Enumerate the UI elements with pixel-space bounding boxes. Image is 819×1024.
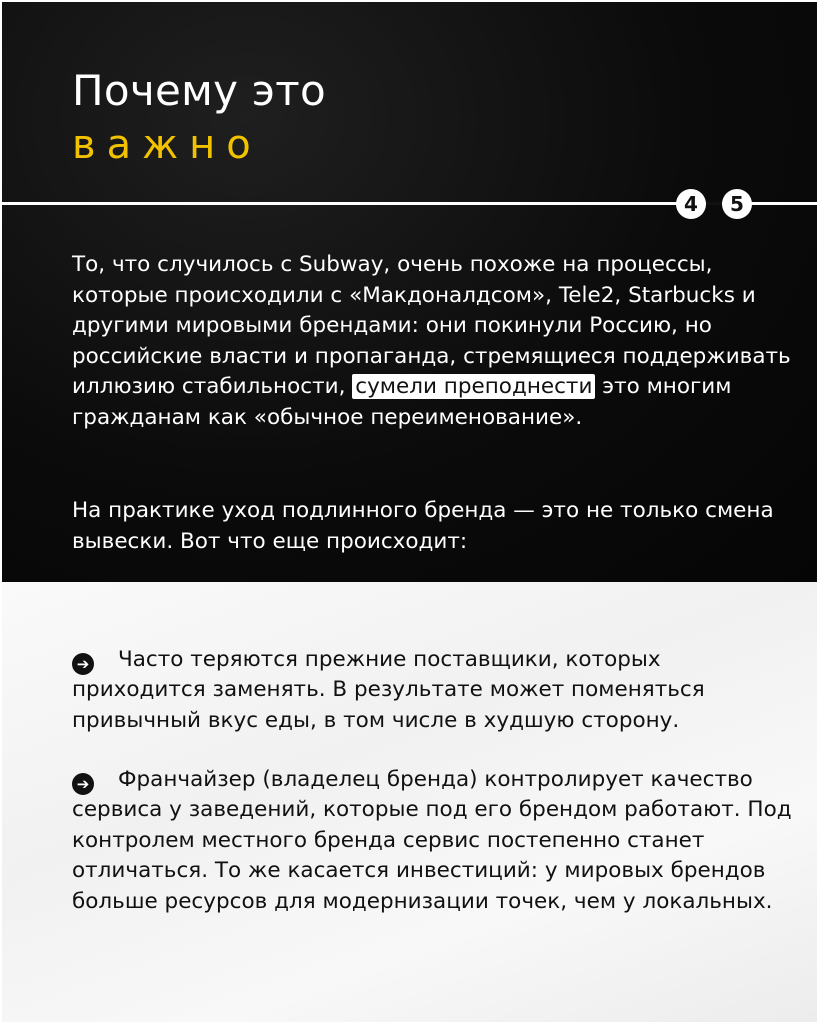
highlighted-phrase: сумели преподнести [352, 374, 595, 399]
page-title-accent: важно [72, 122, 262, 168]
list-item [72, 765, 792, 917]
list-item [72, 645, 792, 736]
list-item-text: Часто теряются прежние поставщики, которых приходится заменять. В результате может поменяться привычный вкус еды, в том числе в худшую сторону. [72, 647, 705, 733]
page-title: Почему это [72, 66, 327, 115]
dark-section [2, 2, 817, 582]
intro-text-start: То, что случилось с Subway, очень похоже на процессы, которые происходили с «Макдоналдсом», Tele2, Starbucks и другими мировыми брендами: они покинули Россию, но российские власти и пропаганда, стремящиеся поддерживать иллюзию стабильности, [72, 252, 791, 400]
page-current: 4 [676, 189, 706, 219]
list-item-text: Франчайзер (владелец бренда) контролирует качество сервиса у заведений, которые под его брендом работают. Под контролем местного бренда сервис постепенно станет отличаться. То же касается инвестиций: у мировых брендов больше ресурсов для модернизации точек, чем у локальных. [72, 767, 792, 914]
page-separator [706, 202, 722, 205]
intro-paragraph [72, 250, 792, 434]
page-indicator [676, 189, 752, 219]
transition-paragraph: На практике уход подлинного бренда — это не только смена вывески. Вот что еще происходит: [72, 498, 774, 554]
arrow-right-circle-icon: ➔ [72, 653, 94, 675]
light-section [2, 582, 817, 1022]
page-total: 5 [722, 189, 752, 219]
intro-text-end: это многим гражданам как «обычное переименование». [72, 374, 732, 430]
arrow-right-circle-icon: ➔ [72, 773, 94, 795]
